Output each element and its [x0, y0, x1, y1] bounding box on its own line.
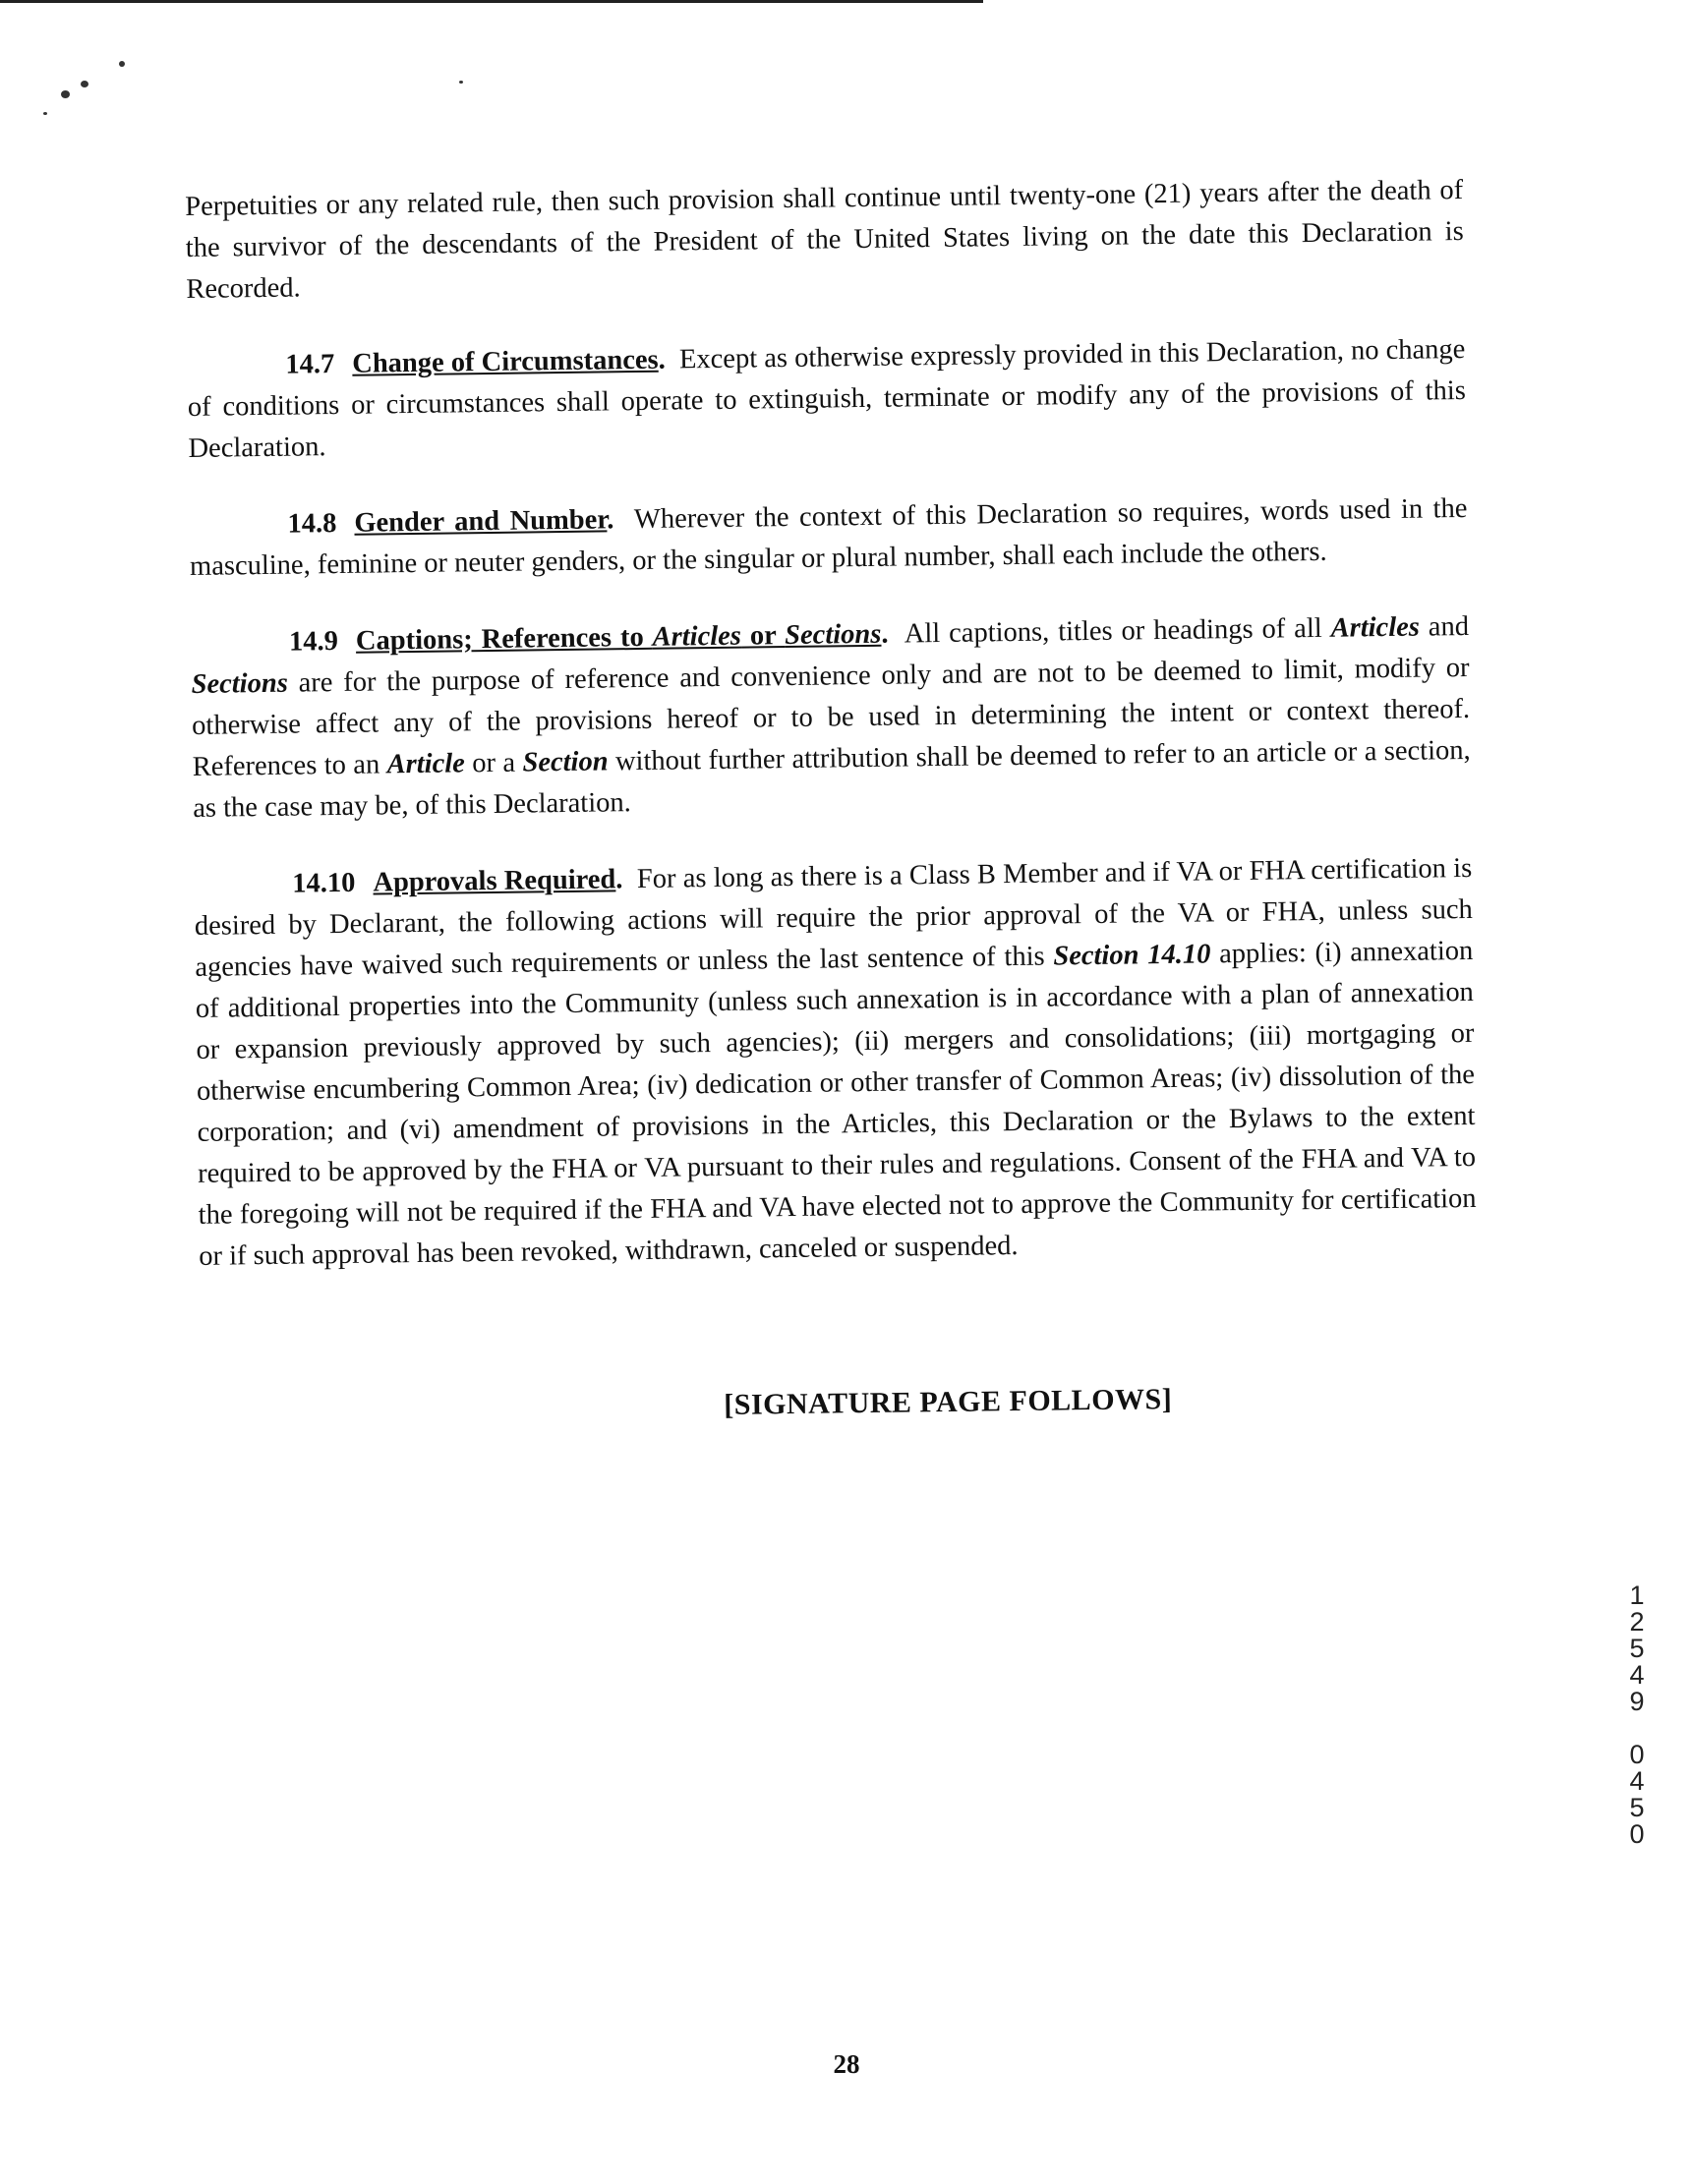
section-14-9: 14.9 Captions; References to Articles or Sections. All captions, titles or headings of all Articles and Sections are for the purpose of reference and convenience only and are not to be deemed to limit, modify or otherwise affect any of the provisions hereof or to be used in determining the intent or context thereof. References to an Article or a Section without further attribution shall be deemed to refer to an article or a section, as the case may be, of this Declaration. [191, 610, 1471, 824]
emphasis-term: Articles [1330, 611, 1421, 644]
section-heading: Approvals Required [373, 864, 616, 898]
section-heading [356, 619, 882, 657]
scan-speck [119, 61, 125, 67]
heading-part: Captions; References to [355, 621, 653, 657]
document-body [185, 170, 1479, 1429]
paragraph-continuation [185, 170, 1465, 311]
section-number: 14.7 [285, 349, 335, 380]
scan-speck [81, 81, 88, 87]
section-number: 14.10 [292, 867, 356, 899]
section-14-7: 14.7 Change of Circumstances. Except as otherwise expressly provided in this Declaration, no change of conditions or circumstances shall operate to extinguish, terminate or modify any of the provisions of this Declaration. [187, 333, 1467, 464]
section-14-8: 14.8 Gender and Number. Wherever the context of this Declaration so requires, words used in the masculine, feminine or neuter genders, or the singular or plural number, shall each include the others. [189, 492, 1468, 582]
section-14-10: 14.10 Approvals Required. For as long as there is a Class B Member and if VA or FHA certification is desired by Declarant, the following actions will require the prior approval of the VA or FHA, unless such agencies have waived such requirements or unless the last sentence of this Section 14.10 applies: (i) annexation of additional properties into the Community (unless such annexation is in accordance with a plan of annexation or expansion previously approved by such agencies); (ii) mergers and consolidations; (iii) mortgaging or otherwise encumbering Common Area; (iv) dedication or other transfer of Common Areas; (iv) dissolution of the corporation; and (vi) amendment of provisions in the Articles, this Declaration or the Bylaws to the extent required to be approved by the FHA or VA pursuant to their rules and regulations. Consent of the FHA and VA to the foregoing will not be required if the FHA and VA have elected not to approve the Community for certification or if such approval has been revoked, withdrawn, canceled or suspended. [194, 852, 1477, 1272]
emphasis-term: Section [522, 746, 609, 778]
document-id-stamp: 1 2 5 4 9 0 4 5 0 [1629, 1581, 1645, 1849]
section-text: or a [464, 747, 523, 779]
section-text: Except as otherwise expressly provided in this Declaration, no change of conditions or circumstances shall operate to extinguish, terminate or modify any of the provisions of this Declaration. [187, 333, 1467, 464]
scan-edge [0, 0, 983, 3]
scan-speck [61, 90, 70, 98]
emphasis-term: Sections [191, 667, 289, 700]
section-text: without further attribution shall be deemed to refer to an article or a section, as the case may be, of this Declaration. [193, 734, 1471, 824]
section-text: and [1419, 610, 1470, 643]
section-text: Wherever the context of this Declaration so requires, words used in the masculine, feminine or neuter genders, or the singular or plural number, shall each include the others. [189, 492, 1468, 582]
scan-speck [43, 112, 47, 115]
section-heading: Change of Circumstances [352, 344, 659, 379]
section-text: applies: (i) annexation of additional properties into the Community (unless such annexation is in accordance with a plan of annexation or expansion previously approved by such agencies); (ii) mergers and consolidations; (iii) mortgaging or otherwise encumbering Common Area; (iv) dedication or other transfer of Common Areas; (iv) dissolution of the corporation; and (vi) amendment of provisions in the Articles, this Declaration or the Bylaws to the extent required to be approved by the FHA or VA pursuant to their rules and regulations. Consent of the FHA and VA to the foregoing will not be required if the FHA and VA have elected not to approve the Community for certification or if such approval has been revoked, withdrawn, canceled or suspended. [195, 935, 1477, 1272]
paragraph-text: Perpetuities or any related rule, then such provision shall continue until twenty-one (21) years after the death of the survivor of the descendants of the President of the United States living on the date this Declaration is Recorded. [185, 174, 1464, 305]
heading-emphasis: Sections [784, 618, 882, 652]
section-text: All captions, titles or headings of all [904, 612, 1331, 650]
section-text: are for the purpose of reference and convenience only and are not to be deemed to limit, modify or otherwise affect any of the provisions hereof or to be used in determining the intent or context thereof. References to an [191, 652, 1471, 782]
section-text: For as long as there is a Class B Member and if VA or FHA certification is desired by Declarant, the following actions will require the prior approval of the VA or FHA, unless such agencies have waived such requirements or unless the last sentence of this [194, 852, 1473, 983]
emphasis-term: Section 14.10 [1053, 939, 1211, 972]
scan-speck [459, 81, 463, 84]
heading-part: or [740, 620, 786, 652]
heading-emphasis: Articles [652, 620, 742, 653]
emphasis-term: Article [386, 748, 466, 780]
page-number: 28 [833, 2049, 860, 2079]
section-number: 14.9 [288, 625, 339, 658]
section-number: 14.8 [287, 508, 337, 540]
section-heading: Gender and Number [354, 504, 608, 539]
signature-page-notice: [SIGNATURE PAGE FOLLOWS] [724, 1382, 1173, 1421]
